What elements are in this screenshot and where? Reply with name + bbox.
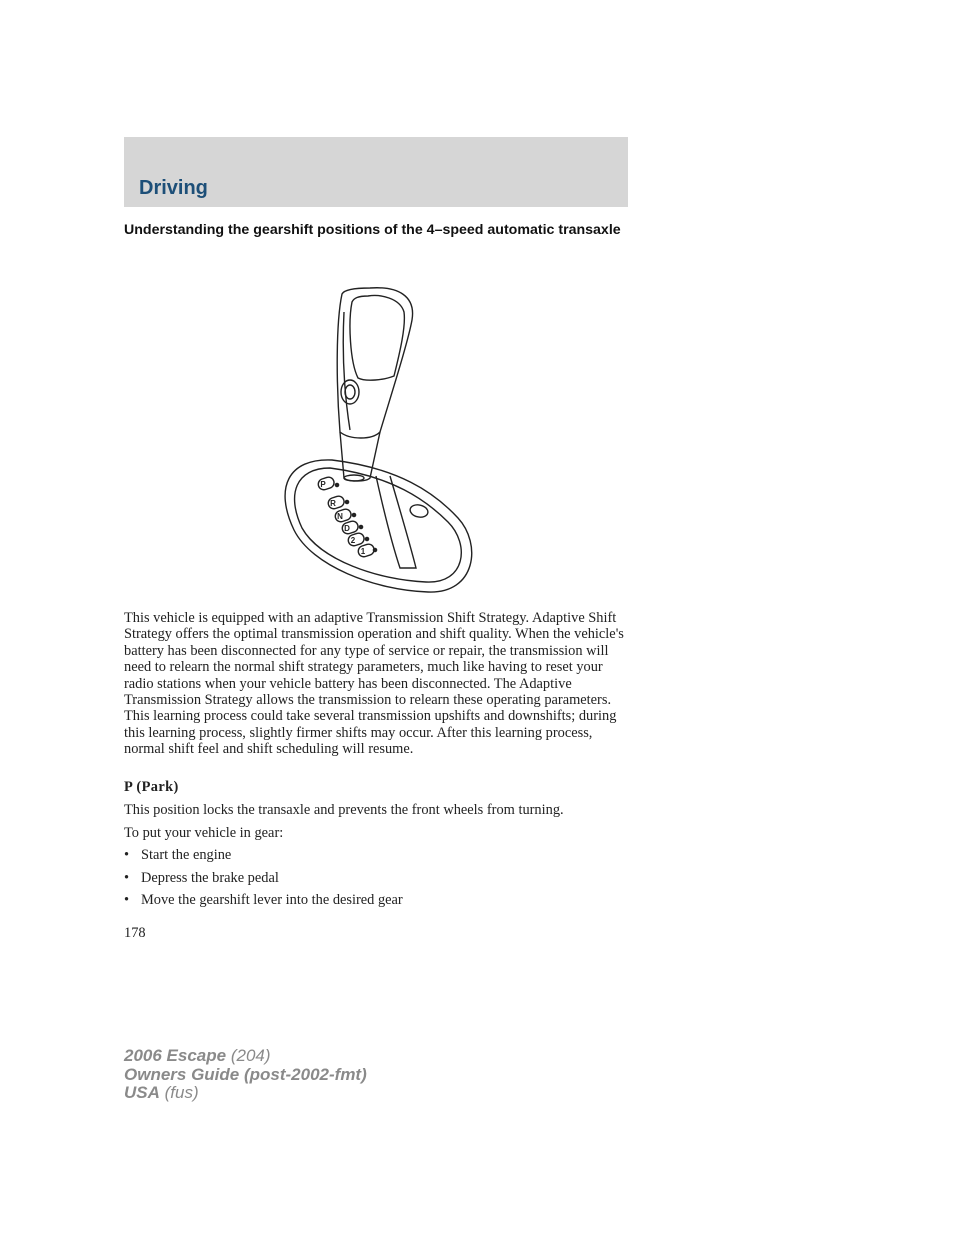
- gear-label-2: 2: [350, 536, 356, 545]
- gear-label-r: R: [330, 499, 336, 508]
- park-description: This position locks the transaxle and prevents the front wheels from turning.: [124, 802, 564, 818]
- gear-label-n: N: [337, 512, 343, 521]
- gear-intro: To put your vehicle in gear:: [124, 825, 284, 841]
- subheading: Understanding the gearshift positions of the 4–speed automatic transaxle: [124, 222, 621, 238]
- footer-line-1: 2006 Escape (204): [124, 1046, 271, 1065]
- gear-indicator-group: [317, 476, 377, 558]
- footer-line-3: USA (fus): [124, 1083, 199, 1102]
- gearshift-illustration: [280, 282, 480, 594]
- shift-lock-button: [341, 380, 359, 404]
- document-footer: [124, 1047, 367, 1103]
- list-item: • Move the gearshift lever into the desired gear: [124, 892, 403, 915]
- park-heading: P (Park): [124, 779, 179, 795]
- bullet-icon: •: [124, 847, 130, 863]
- base-plate-outer: [285, 460, 472, 592]
- gear-pill-1: [357, 543, 376, 558]
- page-number: 178: [124, 925, 146, 941]
- section-title: Driving: [139, 177, 208, 199]
- bullet-icon: •: [124, 892, 130, 908]
- bullet-icon: •: [124, 869, 130, 886]
- list-item: • Start the engine: [124, 847, 403, 870]
- instruction-list: [124, 847, 403, 915]
- footer-line-2: Owners Guide (post-2002-fmt): [124, 1064, 367, 1084]
- list-item: • Depress the brake pedal: [124, 870, 403, 893]
- shift-gate: [376, 476, 416, 568]
- gear-label-d: D: [344, 524, 350, 533]
- gear-label-1: 1: [360, 547, 366, 556]
- indicator-oval: [409, 503, 429, 518]
- gear-label-p: P: [320, 480, 326, 489]
- body-paragraph: This vehicle is equipped with an adaptive Transmission Shift Strategy. Adaptive Shift Strategy offers the optimal transmission operation and shift quality. When the vehicle's battery has been disconnected for any type of service or repair, the transmission will need to relearn the normal shift strategy parameters, much like having to reset your radio stations when your vehicle battery has been disconnected. The Adaptive Transmission Strategy allows the transmission to relearn these operating parameters. This learning process could take several transmission upshifts and downshifts; during this learning process, slightly firmer shifts may occur. After this learning process, normal shift feel and shift scheduling will resume.: [124, 610, 624, 758]
- lever-grip-panel: [350, 296, 404, 381]
